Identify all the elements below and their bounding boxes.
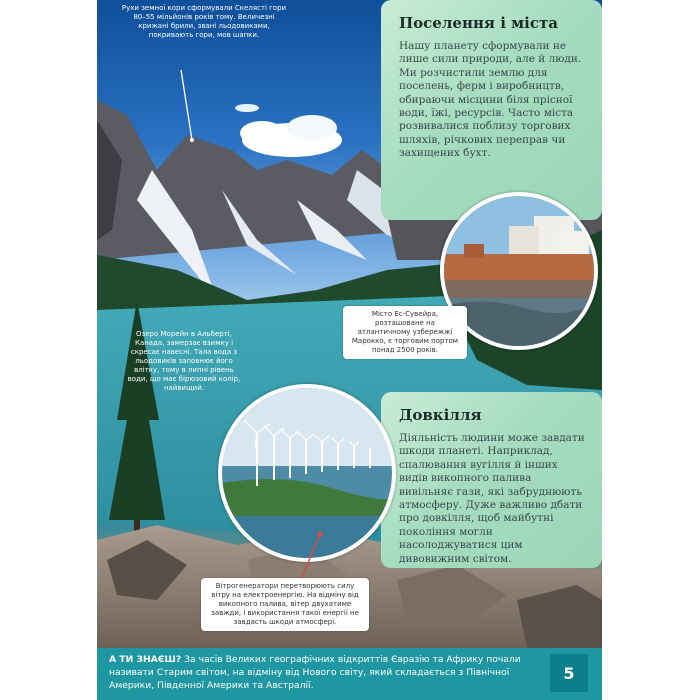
fact-label: А ТИ ЗНАЄШ? (109, 654, 182, 665)
wind-caption: Вітрогенератори перетворюють силу вітру на електроенергію. На відміну від викопного палива, вітер двухатиме завжди, і використання такої енергії не завдасть шкоди атмосфері. (201, 578, 369, 631)
fact-bar (97, 648, 602, 700)
essaouira-caption: Місто Ес-Сувейра, розташоване на атлантичному узбережжі Марокко, є торговим портом понад 2500 років. (343, 306, 467, 359)
page-number: 5 (550, 654, 588, 692)
environment-panel (381, 392, 602, 568)
settlements-text: Нашу планету сформували не лише сили природи, але й люди. Ми розчистили землю для поселень, ферм і виробництв, обираючи місцини біля прісної води, їжі, ресурсів. Часто міста розвивалися поблизу торгових шляхів, річкових переправ чи захищених бухт. (399, 40, 582, 160)
environment-text: Діяльність людини може завдати шкоди планеті. Наприклад, спалювання вугілля й інших видів викопного палива вивільняє гази, які забруднюють атмосферу. Дуже важливо дбати про довкілля, щоб майбутні покоління могли насолоджуватися цим дивовижним світом. (399, 432, 585, 565)
lake-caption: Озеро Морейн в Альберті, Канада, замерзає взимку і скресає навесні. Тала вода з льодовиків заповнює його влітку, тому в липні рівень води, що має бірюзовий колір, найвищий. (127, 330, 241, 392)
settlements-panel (381, 0, 602, 220)
mountains-caption: Рухи земної кори сформували Скелясті гори 80–55 мільйонів років тому. Величезні крижані брили, звані льодовиками, покривають гори, мов шапки. (121, 4, 287, 39)
fact-text (109, 653, 529, 692)
fact-body: За часів Великих географічних відкриттів Євразію та Африку почали називати Старим світом, на відміну від Нового світу, який складається з Північної Америки, Південної Америки та Австралії. (109, 654, 521, 691)
environment-title: Довкілля (399, 406, 482, 424)
settlements-title: Поселення і міста (399, 14, 559, 32)
